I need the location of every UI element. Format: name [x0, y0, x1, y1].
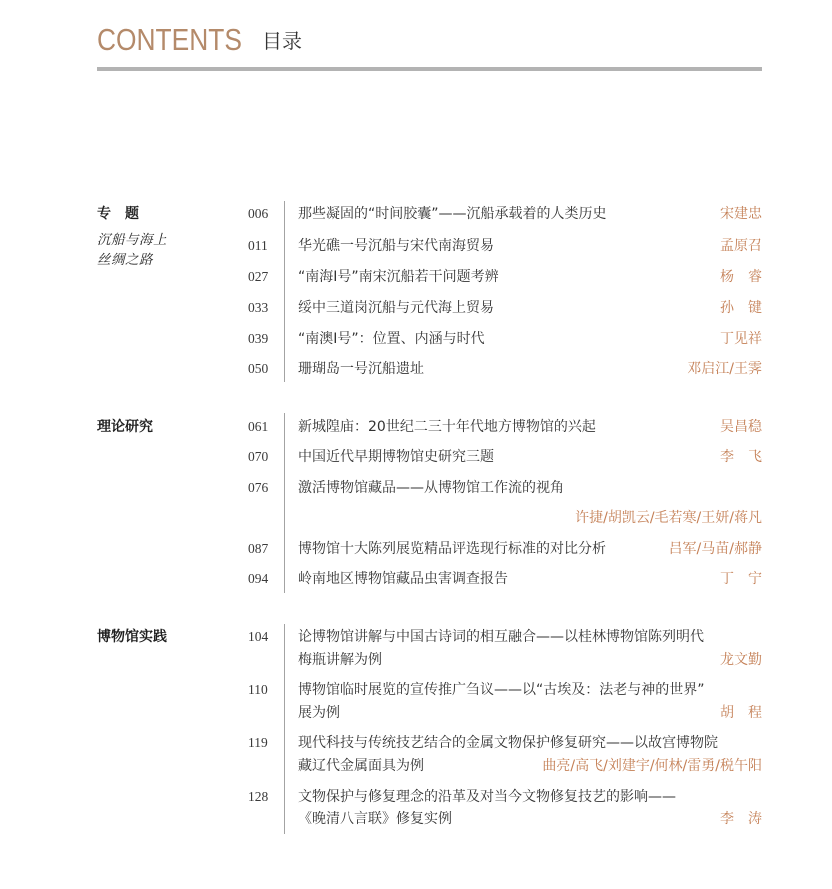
entry-title: 论博物馆讲解与中国古诗词的相互融合——以桂林博物馆陈列明代	[298, 629, 704, 645]
entry-title: 岭南地区博物馆藏品虫害调查报告	[298, 571, 508, 587]
entry-author: 李 涛	[720, 811, 762, 827]
entry-author: 丁见祥	[720, 331, 762, 347]
entry-author: 孟原召	[720, 238, 762, 254]
entry-title-continued: 藏辽代金属面具为例	[298, 758, 424, 774]
contents-heading-zh: 目录	[262, 29, 302, 53]
entry-title-continued: 展为例	[298, 705, 340, 721]
entry-author: 邓启江/王霁	[687, 361, 762, 377]
section-sublabel: 丝绸之路	[97, 252, 153, 268]
section-divider-line	[284, 201, 285, 382]
entry-author: 许捷/胡凯云/毛若寒/王妍/蒋凡	[575, 510, 762, 526]
entry-author: 胡 程	[720, 705, 762, 721]
page-number: 050	[248, 361, 269, 376]
page-number: 061	[248, 419, 269, 434]
contents-heading-en: CONTENTS	[97, 22, 242, 57]
entry-author: 丁 宁	[720, 571, 762, 587]
entry-author: 杨 睿	[720, 269, 762, 285]
entry-title-continued: 《晚清八言联》修复实例	[298, 811, 452, 827]
entry-title: “南澳Ⅰ号”：位置、内涵与时代	[298, 331, 485, 347]
entry-author: 宋建忠	[720, 206, 762, 222]
entry-author: 吴昌稳	[720, 419, 762, 435]
entry-title: 那些凝固的“时间胶囊”——沉船承载着的人类历史	[298, 206, 607, 222]
page-number: 128	[248, 789, 269, 804]
entry-title: 博物馆十大陈列展览精品评选现行标准的对比分析	[298, 541, 606, 557]
page-number: 027	[248, 269, 269, 284]
section-sublabel: 沉船与海上	[97, 232, 167, 248]
entry-title: 华光礁一号沉船与宋代南海贸易	[298, 238, 494, 254]
page-number: 070	[248, 449, 269, 464]
entry-author: 吕军/马苗/郝静	[668, 541, 762, 557]
section-label: 理论研究	[97, 419, 153, 435]
page-number: 076	[248, 480, 269, 495]
entry-author: 曲亮/高飞/刘建宇/何林/雷勇/税午阳	[542, 758, 762, 774]
page-number: 110	[248, 682, 268, 697]
section-label: 专 题	[97, 206, 139, 222]
entry-title-continued: 梅瓶讲解为例	[298, 652, 382, 668]
entry-title: 中国近代早期博物馆史研究三题	[298, 449, 494, 465]
entry-title: 绥中三道岗沉船与元代海上贸易	[298, 300, 494, 316]
entry-title: 博物馆临时展览的宣传推广刍议——以“古埃及：法老与神的世界”	[298, 682, 705, 698]
section-divider-line	[284, 624, 285, 834]
page-number: 011	[248, 238, 268, 253]
entry-title: 新城隍庙：20世纪二三十年代地方博物馆的兴起	[298, 419, 596, 435]
entry-title: 现代科技与传统技艺结合的金属文物保护修复研究——以故宫博物院	[298, 735, 718, 751]
entry-title: 文物保护与修复理念的沿革及对当今文物修复技艺的影响——	[298, 789, 676, 805]
page-number: 033	[248, 300, 269, 315]
page-number: 094	[248, 571, 269, 586]
section-divider-line	[284, 413, 285, 593]
page-number: 104	[248, 629, 269, 644]
page-number: 119	[248, 735, 268, 750]
page-number: 039	[248, 331, 269, 346]
header-rule	[97, 67, 762, 71]
entry-title: “南海Ⅰ号”南宋沉船若干问题考辨	[298, 269, 499, 285]
entry-author: 李 飞	[720, 449, 762, 465]
page-number: 087	[248, 541, 269, 556]
entry-title: 珊瑚岛一号沉船遗址	[298, 361, 424, 377]
page-number: 006	[248, 206, 269, 221]
entry-title: 激活博物馆藏品——从博物馆工作流的视角	[298, 480, 564, 496]
entry-author: 孙 键	[720, 300, 762, 316]
section-label: 博物馆实践	[97, 629, 167, 645]
entry-author: 龙文勤	[720, 652, 762, 668]
